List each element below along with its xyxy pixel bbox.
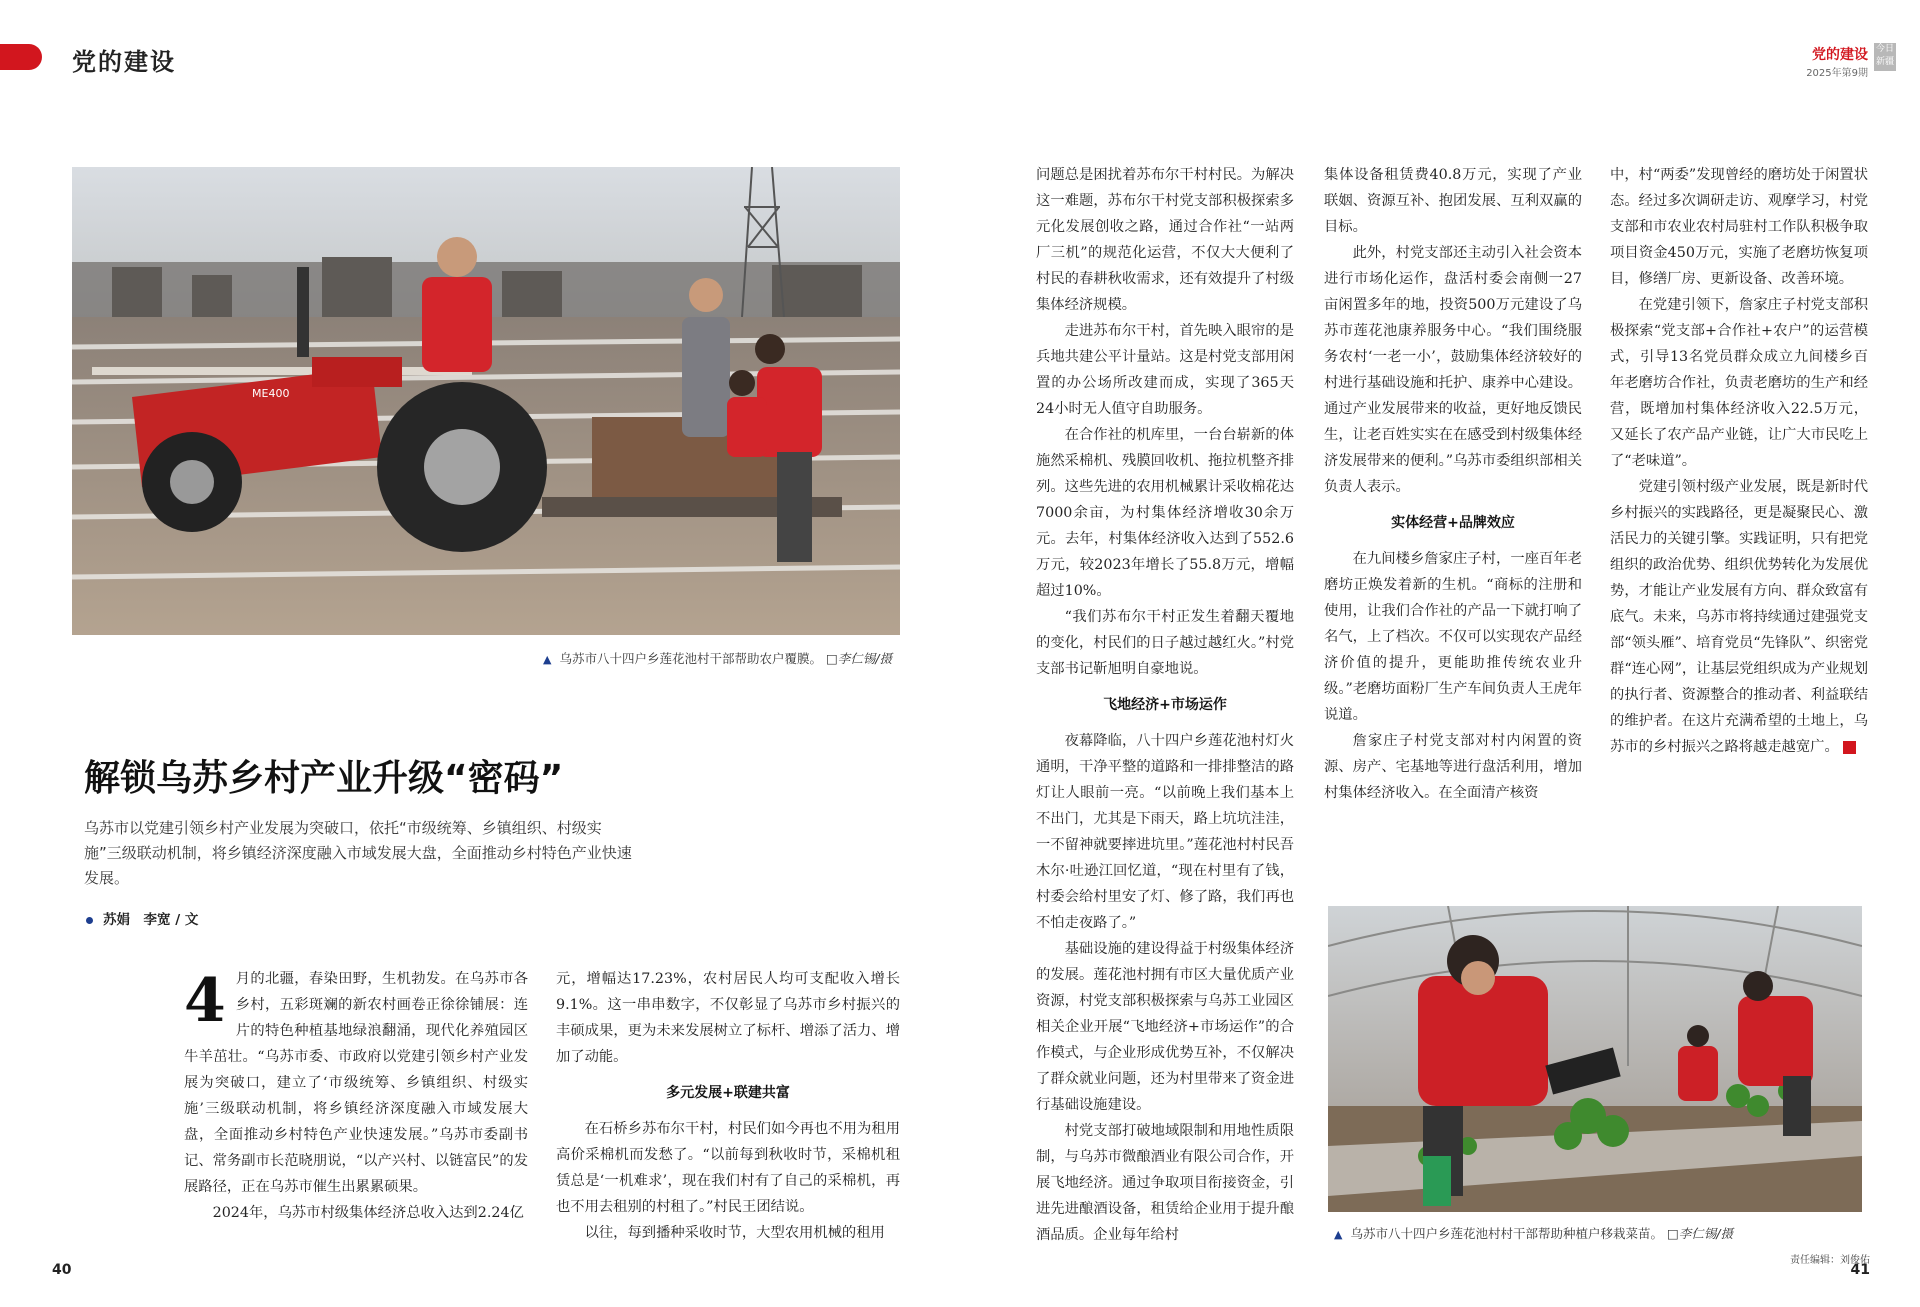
subheading-1: 多元发展+联建共富 [666,1085,790,1101]
article-lead: 乌苏市以党建引领乡村产业发展为突破口，依托“市级统筹、乡镇组织、村级实施”三级联动机制，将乡镇经济深度融入市域发展大盘，全面推动乡村特色产业快速发展。 [84,819,632,887]
body-column-4 [1324,162,1582,812]
body-column-5 [1610,162,1868,812]
body-paragraph: 问题总是困扰着苏布尔干村村民。为解决这一难题，苏布尔干村党支部积极探索多元化发展创收之路，通过合作社“一站两厂三机”的规范化运营，不仅大大便利了村民的春耕秋收需求，还有效提升了村级集体经济规模。 [1036,167,1294,313]
end-mark-icon [1843,741,1856,754]
body-paragraph: 集体设备租赁费40.8万元，实现了产业联姻、资源互补、抱团发展、互利双赢的目标。 [1324,167,1582,235]
body-paragraph: 此外，村党支部还主动引入社会资本进行市场化运作，盘活村委会南侧一27亩闲置多年的地，投资500万元建设了乌苏市莲花池康养服务中心。“我们围绕服务农村‘一老一小’，鼓励集体经济较好的村进行基础设施和托护、康养中心建设。通过产业发展带来的收益，更好地反馈民生，让老百姓实实在在感受到村级集体经济发展带来的便利。”乌苏市委组织部相关负责人表示。 [1324,245,1582,495]
body-paragraph: 走进苏布尔干村，首先映入眼帘的是兵地共建公平计量站。这是村党支部用闲置的办公场所改建而成，实现了365天24小时无人值守自助服务。 [1036,323,1294,417]
body-column-3 [1036,162,1294,1254]
body-paragraph: 在石桥乡苏布尔干村，村民们如今再也不用为租用高价采棉机而发愁了。“以前每到秋收时节，采棉机租赁总是‘一机难求’，现在我们村有了自己的采棉机，再也不用去租别的村租了。”村民王团结说。 [556,1121,900,1215]
running-header-title: 党的建设 [1812,47,1868,63]
body-paragraph: 以往，每到播种采收时节，大型农用机械的租用 [584,1225,885,1241]
photo1-credit: □李仁锡/摄 [825,651,893,666]
body-paragraph: 中，村“两委”发现曾经的磨坊处于闲置状态。经过多次调研走访、观摩学习，村党支部和市农业农村局驻村工作队积极争取项目资金450万元，实施了老磨坊恢复项目，修缮厂房、更新设备、改善环境。 [1610,167,1868,287]
body-paragraph: 元，增幅达17.23%，农村居民人均可支配收入增长9.1%。这一串串数字，不仅彰显了乌苏市乡村振兴的丰硕成果，更为未来发展树立了标杆、增添了活力、增加了动能。 [556,971,900,1065]
caption-triangle-icon: ▲ [1334,1228,1343,1241]
subheading-2: 飞地经济+市场运作 [1103,697,1227,713]
body-paragraph: 夜幕降临，八十四户乡莲花池村灯火通明，干净平整的道路和一排排整洁的路灯让人眼前一亮。“以前晚上我们基本上不出门，尤其是下雨天，路上坑坑洼洼，一不留神就要摔进坑里。”莲花池村村民吾木尔·吐逊江回忆道，“现在村里有了钱，村委会给村里安了灯、修了路，我们再也不怕走夜路了。” [1036,733,1294,931]
photo-tractor-farmers [72,167,900,635]
photo1-caption-text: 乌苏市八十四户乡莲花池村干部帮助农户覆膜。 [559,651,822,666]
photo1-caption [543,649,892,667]
paragraph-text: 月的北疆，春染田野，生机勃发。在乌苏市各乡村，五彩斑斓的新农村画卷正徐徐铺展：连片的特色种植基地绿浪翻涌，现代化养殖园区牛羊茁壮。“乌苏市委、市政府以党建引领乡村产业发展为突破口，建立了‘市级统筹、乡镇组织、村级实施’三级联动机制，将乡镇经济深度融入市域发展大盘，全面推动乡村特色产业快速发展。”乌苏市委副书记、常务副市长范晓朋说，“以产兴村、以链富民”的发展路径，正在乌苏市催生出累累硕果。 [184,971,528,1195]
body-paragraph: 詹家庄子村党支部对村内闲置的资源、房产、宅基地等进行盘活利用，增加村集体经济收入。在全面清产核资 [1324,733,1582,801]
running-header-issue: 2025年第9期 [1806,68,1868,79]
page-number-left: 40 [52,1262,72,1278]
subheading-3: 实体经营+品牌效应 [1391,515,1515,531]
body-paragraph: 2024年，乌苏市村级集体经济总收入达到2.24亿 [212,1205,524,1221]
article-headline: 解锁乌苏乡村产业升级“密码” [84,758,564,799]
drop-cap: 4 [184,966,226,1036]
body-paragraph: “我们苏布尔干村正发生着翻天覆地的变化，村民们的日子越过越红火。”村党支部书记靳旭明自豪地说。 [1036,609,1294,677]
body-column-2 [556,966,900,1256]
body-column-1 [184,966,528,1256]
photo-greenhouse-seedlings [1328,906,1862,1212]
responsible-editor: 责任编辑：刘俊佑 [1790,1255,1870,1266]
body-paragraph: 在党建引领下，詹家庄子村党支部积极探索“党支部+合作社+农户”的运营模式，引导13名党员群众成立九间楼乡百年老磨坊合作社，负责老磨坊的生产和经营，既增加村集体经济收入22.5万元，又延长了农产品产业链，让广大市民吃上了“老味道”。 [1610,297,1868,469]
body-paragraph: 基础设施的建设得益于村级集体经济的发展。莲花池村拥有市区大量优质产业资源，村党支部积极探索与乌苏工业园区相关企业开展“飞地经济+市场运作”的合作模式，与企业形成优势互补，不仅解决了群众就业问题，还为村里带来了资金进行基础设施建设。 [1036,941,1294,1113]
paragraph-text: 党建引领村级产业发展，既是新时代乡村振兴的实践路径，更是凝聚民心、激活民力的关键引擎。实践证明，只有把党组织的政治优势、组织优势转化为发展优势，才能让产业发展有方向、群众致富有底气。未来，乌苏市将持续通过建强党支部“领头雁”、培育党员“先锋队”、织密党群“连心网”，让基层党组织成为产业规划的执行者、资源整合的推动者、利益联结的维护者。在这片充满希望的土地上，乌苏市的乡村振兴之路将越走越宽广。 [1610,479,1868,755]
photo2-caption-text: 乌苏市八十四户乡莲花池村村干部帮助种植户移栽菜苗。 [1350,1226,1663,1241]
byline-text: 苏娟 李宽 / 文 [103,912,199,928]
page-number-right: 41 [1850,1262,1870,1278]
photo2-credit: □李仁锡/摄 [1666,1226,1734,1241]
body-paragraph [184,966,528,1200]
byline-dot-icon [86,917,93,924]
body-paragraph [1610,474,1868,760]
magazine-logo: 今日新疆 [1874,43,1896,71]
body-paragraph: 在九间楼乡詹家庄子村，一座百年老磨坊正焕发着新的生机。“商标的注册和使用，让我们合作社的产品一下就打响了名气，上了档次。不仅可以实现农产品经济价值的提升，更能助推传统农业升级。”老磨坊面粉厂生产车间负责人王虎年说道。 [1324,551,1582,723]
section-tab-marker [0,44,42,70]
photo2-caption [1334,1224,1733,1242]
caption-triangle-icon: ▲ [543,653,552,666]
article-byline [86,908,198,928]
body-paragraph: 在合作社的机库里，一台台崭新的体施然采棉机、残膜回收机、拖拉机整齐排列。这些先进的农用机械累计采收棉花达7000余亩，为村集体经济增收30余万元。去年，村集体经济收入达到了552.6万元，较2023年增长了55.8万元，增幅超过10%。 [1036,427,1294,599]
running-header [1806,44,1868,79]
body-paragraph: 村党支部打破地域限制和用地性质限制，与乌苏市微酿酒业有限公司合作，开展飞地经济。通过争取项目衔接资金，引进先进酿酒设备，租赁给企业用于提升酿酒品质。企业每年给村 [1036,1123,1294,1243]
section-title: 党的建设 [72,47,176,76]
tractor-model-text: ME400 [252,387,290,400]
